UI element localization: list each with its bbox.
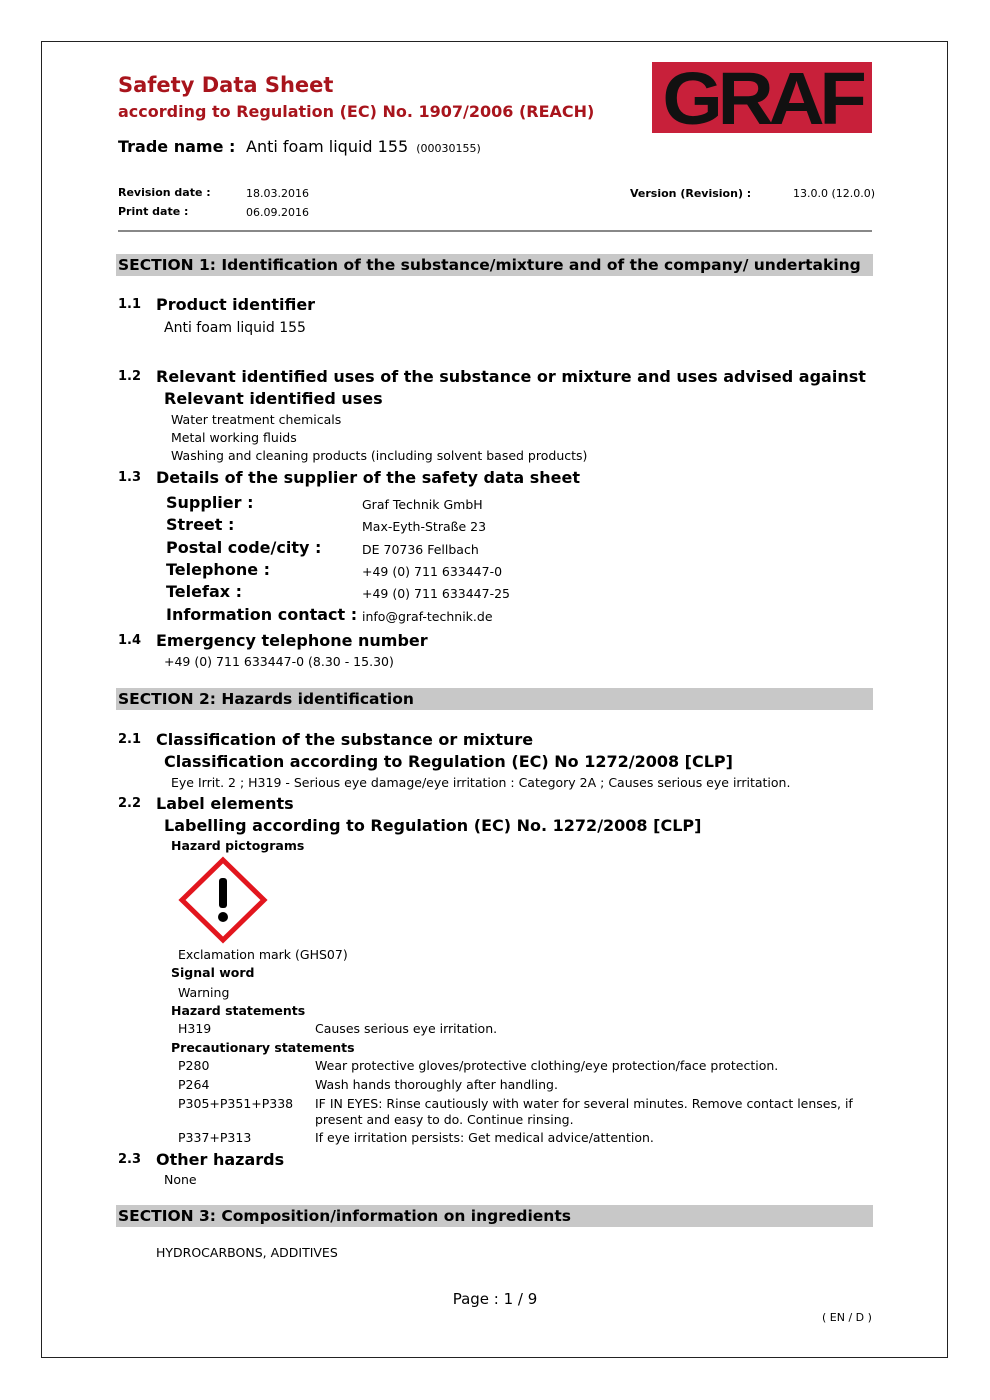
s12-subtitle: Relevant identified uses [164, 389, 383, 408]
postal-label: Postal code/city : [166, 538, 322, 557]
telefax-label: Telefax : [166, 582, 243, 601]
hazard-statements-label: Hazard statements [171, 1003, 306, 1018]
supplier-value: Graf Technik GmbH [362, 497, 483, 512]
s21-title: Classification of the substance or mixture [156, 730, 534, 749]
print-date-label: Print date : [118, 205, 189, 218]
other-hazards-value: None [164, 1172, 197, 1187]
s23-title: Other hazards [156, 1150, 285, 1169]
s21-subtitle: Classification according to Regulation (EC) No 1272/2008 [CLP] [164, 752, 733, 771]
supplier-label: Supplier : [166, 493, 254, 512]
section-1-header: SECTION 1: Identification of the substance/mixture and of the company/ undertaking [116, 254, 873, 276]
contact-email[interactable]: info@graf-technik.de [362, 609, 493, 624]
s11-title: Product identifier [156, 295, 316, 314]
print-date: 06.09.2016 [246, 206, 309, 219]
contact-label: Information contact : [166, 605, 358, 624]
use-item: Metal working fluids [171, 430, 297, 445]
s12-number: 1.2 [118, 369, 142, 384]
precaution-text: Wash hands thoroughly after handling. [315, 1077, 558, 1092]
s22-number: 2.2 [118, 796, 142, 811]
s12-title: Relevant identified uses of the substance or mixture and uses advised against [156, 367, 866, 386]
street-value: Max-Eyth-Straße 23 [362, 519, 487, 534]
precaution-text: IF IN EYES: Rinse cautiously with water for several minutes. Remove contact lenses, if present and easy to do. Continue rinsing. [315, 1096, 853, 1127]
trade-name-label: Trade name : [118, 137, 236, 156]
telephone-value: +49 (0) 711 633447-0 [362, 564, 503, 579]
s13-number: 1.3 [118, 470, 142, 485]
version-value: 13.0.0 (12.0.0) [793, 187, 876, 200]
version-label: Version (Revision) : [630, 187, 752, 200]
s22-title: Label elements [156, 794, 294, 813]
s22-subtitle: Labelling according to Regulation (EC) No. 1272/2008 [CLP] [164, 816, 702, 835]
section-3-header: SECTION 3: Composition/information on ingredients [116, 1205, 873, 1227]
telefax-value: +49 (0) 711 633447-25 [362, 586, 510, 601]
use-item: Water treatment chemicals [171, 412, 342, 427]
pictograms-label: Hazard pictograms [171, 838, 305, 853]
trade-name-value [246, 137, 481, 156]
trade-code: (00030155) [416, 142, 481, 155]
classification-value: Eye Irrit. 2 ; H319 - Serious eye damage/eye irritation : Category 2A ; Causes serious eye irritation. [171, 775, 791, 790]
telephone-label: Telephone : [166, 560, 271, 579]
product-identifier: Anti foam liquid 155 [164, 320, 306, 336]
precaution-code: P305+P351+P338 [178, 1096, 294, 1111]
precaution-code: P264 [178, 1077, 210, 1092]
revision-date-label: Revision date : [118, 186, 211, 199]
trade-name: Anti foam liquid 155 [246, 137, 409, 156]
s14-number: 1.4 [118, 633, 142, 648]
graf-logo [652, 62, 872, 133]
composition-value: HYDROCARBONS, ADDITIVES [156, 1245, 338, 1260]
signal-word-label: Signal word [171, 965, 255, 980]
hazard-code: H319 [178, 1021, 212, 1036]
document-title: Safety Data Sheet [118, 73, 334, 97]
revision-date: 18.03.2016 [246, 187, 309, 200]
s21-number: 2.1 [118, 732, 142, 747]
pictogram-caption: Exclamation mark (GHS07) [178, 947, 348, 962]
exclamation-mark-icon [178, 856, 268, 944]
precaution-text: Wear protective gloves/protective clothing/eye protection/face protection. [315, 1058, 779, 1073]
signal-word: Warning [178, 985, 230, 1000]
logo-text: GRAF [662, 62, 862, 133]
precaution-code: P280 [178, 1058, 210, 1073]
header-divider [118, 230, 872, 232]
use-item: Washing and cleaning products (including solvent based products) [171, 448, 588, 463]
s13-title: Details of the supplier of the safety data sheet [156, 468, 581, 487]
emergency-phone: +49 (0) 711 633447-0 (8.30 - 15.30) [164, 654, 394, 669]
precaution-code: P337+P313 [178, 1130, 252, 1145]
s11-number: 1.1 [118, 297, 142, 312]
document-subtitle: according to Regulation (EC) No. 1907/2006 (REACH) [118, 102, 595, 121]
language-code: ( EN / D ) [822, 1311, 872, 1324]
s23-number: 2.3 [118, 1152, 142, 1167]
street-label: Street : [166, 515, 235, 534]
precaution-text: If eye irritation persists: Get medical advice/attention. [315, 1130, 654, 1145]
section-2-header: SECTION 2: Hazards identification [116, 688, 873, 710]
hazard-text: Causes serious eye irritation. [315, 1021, 498, 1036]
s14-title: Emergency telephone number [156, 631, 428, 650]
precautionary-label: Precautionary statements [171, 1040, 355, 1055]
postal-value: DE 70736 Fellbach [362, 542, 479, 557]
page-number: Page : 1 / 9 [452, 1290, 538, 1308]
